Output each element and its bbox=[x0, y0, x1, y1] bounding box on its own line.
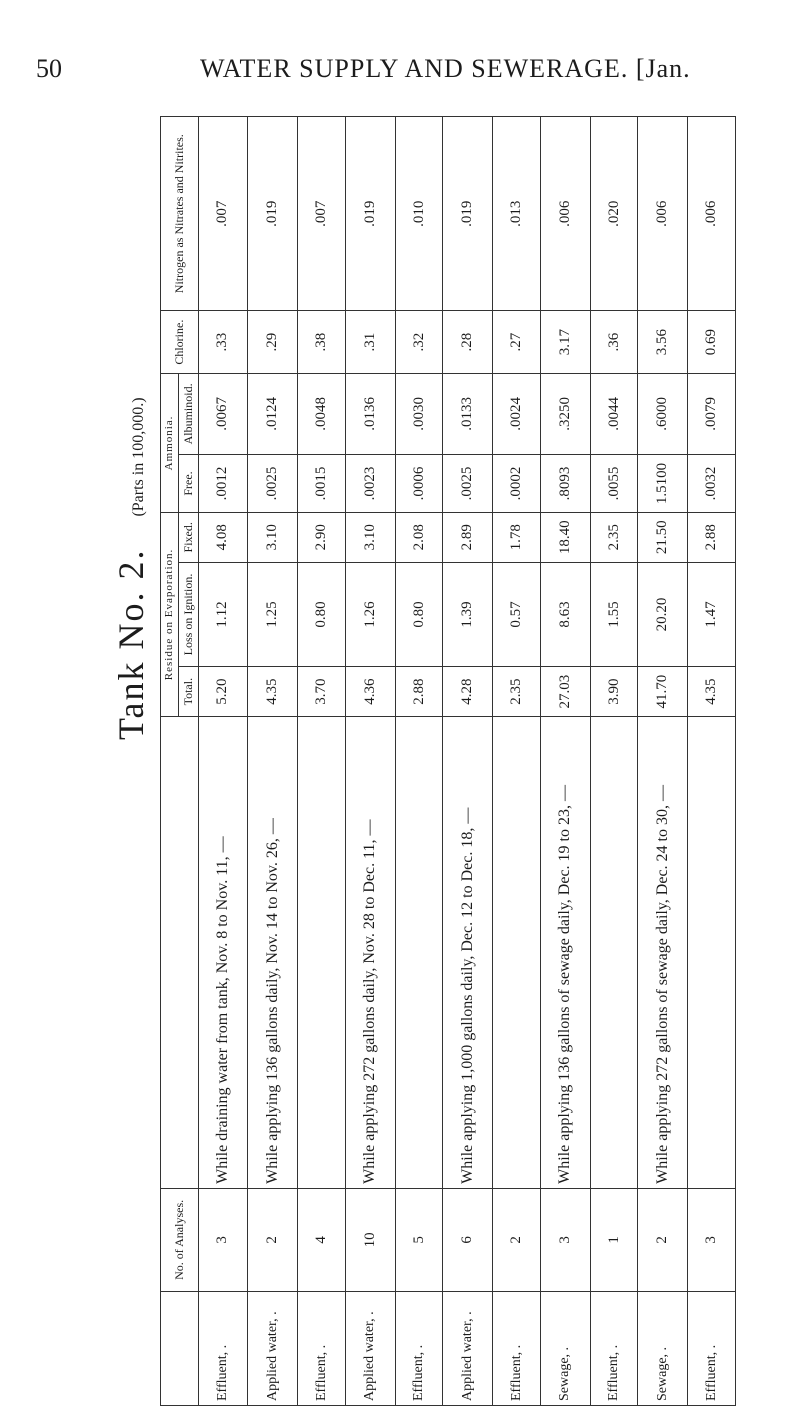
residue-fixed: 2.08 bbox=[395, 513, 443, 562]
table-row bbox=[298, 117, 346, 1406]
table-row bbox=[688, 117, 736, 1406]
ammonia-albuminoid: .0048 bbox=[298, 373, 346, 454]
residue-loss: 1.55 bbox=[590, 562, 638, 667]
residue-total: 4.28 bbox=[443, 667, 493, 716]
ammonia-free: .0025 bbox=[248, 454, 298, 512]
col-loss-header: Loss on Ignition. bbox=[179, 562, 198, 667]
ammonia-free: .0025 bbox=[443, 454, 493, 512]
residue-loss: 1.47 bbox=[688, 562, 736, 667]
table-row bbox=[540, 117, 590, 1406]
residue-total: 5.20 bbox=[198, 667, 248, 716]
nitrogen-value: .007 bbox=[298, 117, 346, 311]
analyses-count: 3 bbox=[688, 1188, 736, 1291]
nitrogen-value: .010 bbox=[395, 117, 443, 311]
chlorine-value: 3.17 bbox=[540, 311, 590, 373]
tank-title: Tank No. 2. bbox=[111, 548, 151, 740]
residue-total: 3.70 bbox=[298, 667, 346, 716]
analyses-count: 2 bbox=[638, 1188, 688, 1291]
residue-loss: 1.26 bbox=[345, 562, 395, 667]
chlorine-value: 3.56 bbox=[638, 311, 688, 373]
ammonia-free: .0015 bbox=[298, 454, 346, 512]
col-total-header: Total. bbox=[179, 667, 198, 716]
ammonia-albuminoid: .0079 bbox=[688, 373, 736, 454]
residue-total: 3.90 bbox=[590, 667, 638, 716]
sample-label: Effluent, . bbox=[493, 1291, 541, 1405]
row-description: While applying 1,000 gallons daily, Dec. 12 to Dec. 18, — bbox=[443, 716, 493, 1188]
residue-loss: 0.80 bbox=[298, 562, 346, 667]
sample-label: Effluent, . bbox=[590, 1291, 638, 1405]
analyses-count: 2 bbox=[248, 1188, 298, 1291]
residue-loss: 1.39 bbox=[443, 562, 493, 667]
residue-loss: 1.25 bbox=[248, 562, 298, 667]
analyses-count: 1 bbox=[590, 1188, 638, 1291]
chlorine-value: .29 bbox=[248, 311, 298, 373]
nitrogen-value: .020 bbox=[590, 117, 638, 311]
sample-label: Applied water, . bbox=[248, 1291, 298, 1405]
analyses-count: 3 bbox=[198, 1188, 248, 1291]
table-row bbox=[443, 117, 493, 1406]
row-description: While draining water from tank, Nov. 8 to Nov. 11, — bbox=[198, 716, 248, 1188]
sample-label: Effluent, . bbox=[198, 1291, 248, 1405]
residue-total: 41.70 bbox=[638, 667, 688, 716]
row-description bbox=[395, 716, 443, 1188]
page-header bbox=[0, 0, 800, 110]
sample-label: Effluent, . bbox=[298, 1291, 346, 1405]
col-description-header bbox=[161, 716, 199, 1188]
ammonia-free: .8093 bbox=[540, 454, 590, 512]
residue-total: 4.36 bbox=[345, 667, 395, 716]
ammonia-free: .0012 bbox=[198, 454, 248, 512]
ammonia-albuminoid: .0044 bbox=[590, 373, 638, 454]
residue-loss: 1.12 bbox=[198, 562, 248, 667]
residue-loss: 0.80 bbox=[395, 562, 443, 667]
residue-total: 27.03 bbox=[540, 667, 590, 716]
analyses-count: 5 bbox=[395, 1188, 443, 1291]
col-albuminoid-header: Albuminoid. bbox=[179, 373, 198, 454]
residue-total: 2.88 bbox=[395, 667, 443, 716]
residue-total: 2.35 bbox=[493, 667, 541, 716]
residue-fixed: 18.40 bbox=[540, 513, 590, 562]
col-chlorine-header: Chlorine. bbox=[161, 311, 199, 373]
analysis-table bbox=[160, 116, 736, 1406]
residue-fixed: 2.88 bbox=[688, 513, 736, 562]
table-row bbox=[345, 117, 395, 1406]
nitrogen-value: .006 bbox=[688, 117, 736, 311]
units-note: (Parts in 100,000.) bbox=[130, 397, 147, 517]
ammonia-free: 1.5100 bbox=[638, 454, 688, 512]
chlorine-value: 0.69 bbox=[688, 311, 736, 373]
ammonia-albuminoid: .0067 bbox=[198, 373, 248, 454]
chlorine-value: .32 bbox=[395, 311, 443, 373]
table-row bbox=[395, 117, 443, 1406]
row-description bbox=[688, 716, 736, 1188]
chlorine-value: .27 bbox=[493, 311, 541, 373]
nitrogen-value: .019 bbox=[345, 117, 395, 311]
ammonia-albuminoid: .6000 bbox=[638, 373, 688, 454]
ammonia-albuminoid: .0136 bbox=[345, 373, 395, 454]
ammonia-albuminoid: .0024 bbox=[493, 373, 541, 454]
row-description: While applying 136 gallons daily, Nov. 14 to Nov. 26, — bbox=[248, 716, 298, 1188]
analyses-count: 10 bbox=[345, 1188, 395, 1291]
chlorine-value: .33 bbox=[198, 311, 248, 373]
table-row bbox=[493, 117, 541, 1406]
residue-fixed: 21.50 bbox=[638, 513, 688, 562]
col-nitrogen-header: Nitrogen as Nitrates and Nitrites. bbox=[161, 117, 199, 311]
col-free-header: Free. bbox=[179, 454, 198, 512]
ammonia-albuminoid: .0030 bbox=[395, 373, 443, 454]
nitrogen-value: .019 bbox=[443, 117, 493, 311]
row-description: While applying 136 gallons of sewage daily, Dec. 19 to 23, — bbox=[540, 716, 590, 1188]
nitrogen-value: .006 bbox=[638, 117, 688, 311]
table-body bbox=[198, 117, 735, 1406]
nitrogen-value: .006 bbox=[540, 117, 590, 311]
sample-label: Effluent, . bbox=[395, 1291, 443, 1405]
table-row bbox=[198, 117, 248, 1406]
nitrogen-value: .019 bbox=[248, 117, 298, 311]
residue-fixed: 2.90 bbox=[298, 513, 346, 562]
rotated-table-area bbox=[160, 116, 736, 1406]
row-description bbox=[590, 716, 638, 1188]
residue-fixed: 2.35 bbox=[590, 513, 638, 562]
residue-fixed: 3.10 bbox=[248, 513, 298, 562]
running-title: WATER SUPPLY AND SEWERAGE. [Jan. bbox=[200, 54, 691, 83]
chlorine-value: .28 bbox=[443, 311, 493, 373]
ammonia-free: .0006 bbox=[395, 454, 443, 512]
residue-total: 4.35 bbox=[248, 667, 298, 716]
ammonia-free: .0055 bbox=[590, 454, 638, 512]
residue-fixed: 4.08 bbox=[198, 513, 248, 562]
nitrogen-value: .007 bbox=[198, 117, 248, 311]
sample-label: Sewage, . bbox=[638, 1291, 688, 1405]
residue-fixed: 2.89 bbox=[443, 513, 493, 562]
col-analyses-header: No. of Analyses. bbox=[161, 1188, 199, 1291]
sample-label: Sewage, . bbox=[540, 1291, 590, 1405]
sample-label: Applied water, . bbox=[345, 1291, 395, 1405]
residue-loss: 20.20 bbox=[638, 562, 688, 667]
chlorine-value: .31 bbox=[345, 311, 395, 373]
col-sample-header bbox=[161, 1291, 199, 1405]
table-row bbox=[638, 117, 688, 1406]
table-rotator bbox=[160, 116, 736, 1406]
sample-label: Applied water, . bbox=[443, 1291, 493, 1405]
ammonia-albuminoid: .0133 bbox=[443, 373, 493, 454]
table-caption bbox=[110, 397, 152, 740]
residue-loss: 0.57 bbox=[493, 562, 541, 667]
header-row-1 bbox=[161, 117, 179, 1406]
nitrogen-value: .013 bbox=[493, 117, 541, 311]
ammonia-free: .0032 bbox=[688, 454, 736, 512]
col-fixed-header: Fixed. bbox=[179, 513, 198, 562]
residue-group-header: Residue on Evaporation. bbox=[161, 513, 179, 717]
chlorine-value: .38 bbox=[298, 311, 346, 373]
ammonia-albuminoid: .0124 bbox=[248, 373, 298, 454]
ammonia-free: .0002 bbox=[493, 454, 541, 512]
sample-label: Effluent, . bbox=[688, 1291, 736, 1405]
residue-total: 4.35 bbox=[688, 667, 736, 716]
row-description: While applying 272 gallons daily, Nov. 28 to Dec. 11, — bbox=[345, 716, 395, 1188]
residue-fixed: 3.10 bbox=[345, 513, 395, 562]
analyses-count: 4 bbox=[298, 1188, 346, 1291]
residue-loss: 8.63 bbox=[540, 562, 590, 667]
row-description bbox=[298, 716, 346, 1188]
table-row bbox=[590, 117, 638, 1406]
ammonia-free: .0023 bbox=[345, 454, 395, 512]
table-row bbox=[248, 117, 298, 1406]
ammonia-group-header: Ammonia. bbox=[161, 373, 179, 512]
row-description: While applying 272 gallons of sewage daily, Dec. 24 to 30, — bbox=[638, 716, 688, 1188]
analyses-count: 6 bbox=[443, 1188, 493, 1291]
chlorine-value: .36 bbox=[590, 311, 638, 373]
analyses-count: 2 bbox=[493, 1188, 541, 1291]
page-number: 50 bbox=[36, 54, 62, 83]
ammonia-albuminoid: .3250 bbox=[540, 373, 590, 454]
row-description bbox=[493, 716, 541, 1188]
analyses-count: 3 bbox=[540, 1188, 590, 1291]
residue-fixed: 1.78 bbox=[493, 513, 541, 562]
